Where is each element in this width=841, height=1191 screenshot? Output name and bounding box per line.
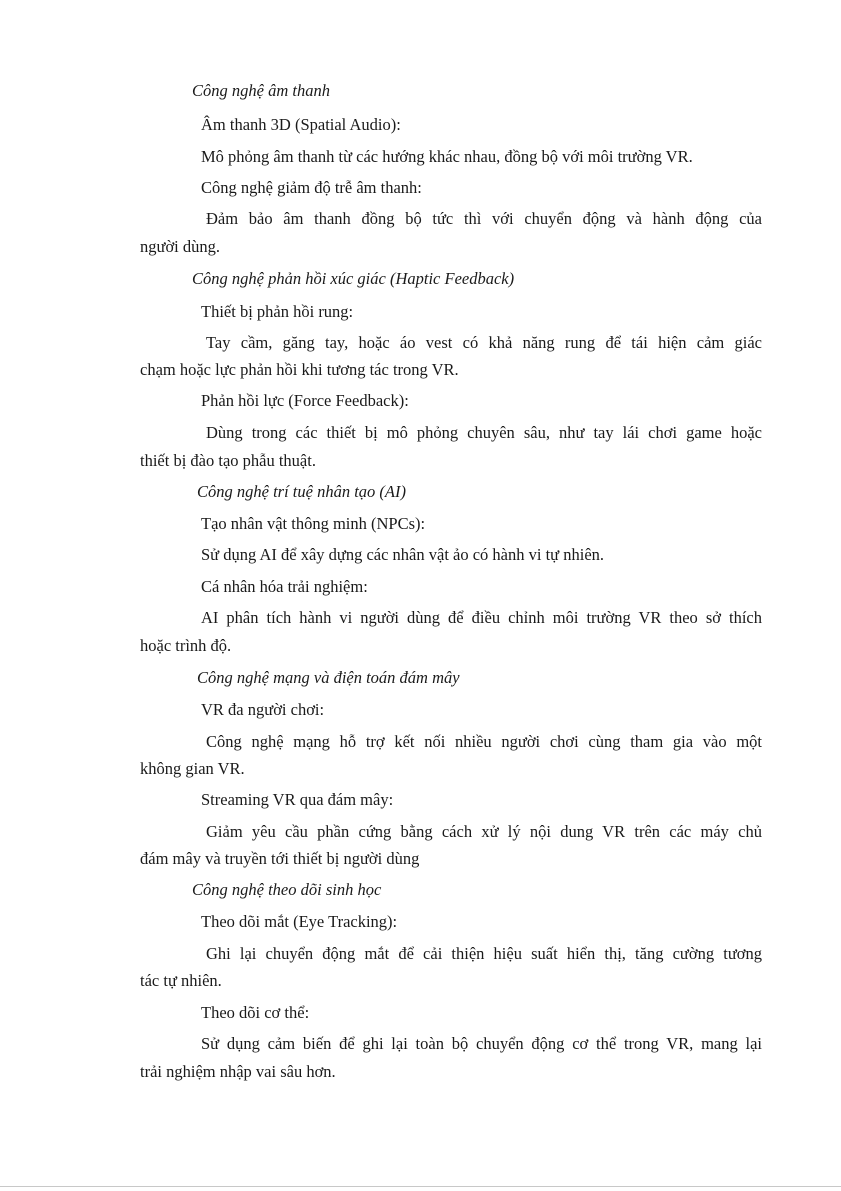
section-heading: Công nghệ phản hồi xúc giác (Haptic Feedback) <box>192 269 515 288</box>
item-desc: Ghi lại chuyển động mắt để cải thiện hiệu suất hiển thị, tăng cường tương <box>206 944 762 963</box>
item-desc: Tay cầm, găng tay, hoặc áo vest có khả năng rung để tái hiện cảm giác <box>206 333 762 352</box>
item-desc-continued: hoặc trình độ. <box>140 636 232 655</box>
item-desc-continued: chạm hoặc lực phản hồi khi tương tác trong VR. <box>140 360 459 379</box>
item-title: Theo dõi mắt (Eye Tracking): <box>201 912 398 931</box>
item-title: Theo dõi cơ thể: <box>201 1003 310 1022</box>
item-title: Công nghệ giảm độ trễ âm thanh: <box>201 178 422 197</box>
item-desc-continued: người dùng. <box>140 237 221 256</box>
page-bottom-rule <box>0 1186 841 1187</box>
item-desc: Giảm yêu cầu phần cứng bằng cách xử lý nội dung VR trên các máy chủ <box>206 822 762 841</box>
section-heading: Công nghệ âm thanh <box>192 81 330 100</box>
section-heading: Công nghệ theo dõi sinh học <box>192 880 382 899</box>
item-title: Cá nhân hóa trải nghiệm: <box>201 577 368 596</box>
item-title: Phản hồi lực (Force Feedback): <box>201 391 409 410</box>
item-desc: Dùng trong các thiết bị mô phỏng chuyên sâu, như tay lái chơi game hoặc <box>206 423 762 442</box>
item-title: Streaming VR qua đám mây: <box>201 790 394 809</box>
item-title: Thiết bị phản hồi rung: <box>201 302 354 321</box>
item-desc-continued: đám mây và truyền tới thiết bị người dùng <box>140 849 420 868</box>
item-desc: Công nghệ mạng hỗ trợ kết nối nhiều người chơi cùng tham gia vào một <box>206 732 762 751</box>
item-desc-continued: tác tự nhiên. <box>140 971 222 990</box>
item-desc-continued: thiết bị đào tạo phẫu thuật. <box>140 451 316 470</box>
item-title: Tạo nhân vật thông minh (NPCs): <box>201 514 426 533</box>
item-desc-continued: không gian VR. <box>140 759 245 778</box>
item-desc: Đảm bảo âm thanh đồng bộ tức thì với chuyển động và hành động của <box>206 209 762 228</box>
item-desc: AI phân tích hành vi người dùng để điều chỉnh môi trường VR theo sở thích <box>201 608 762 627</box>
section-heading: Công nghệ trí tuệ nhân tạo (AI) <box>197 482 406 501</box>
section-heading: Công nghệ mạng và điện toán đám mây <box>197 668 460 687</box>
item-title: VR đa người chơi: <box>201 700 325 719</box>
item-desc: Mô phỏng âm thanh từ các hướng khác nhau, đồng bộ với môi trường VR. <box>201 147 693 166</box>
item-desc: Sử dụng AI để xây dựng các nhân vật ảo có hành vi tự nhiên. <box>201 545 605 564</box>
item-desc-continued: trải nghiệm nhập vai sâu hơn. <box>140 1062 336 1081</box>
item-desc: Sử dụng cảm biến để ghi lại toàn bộ chuyển động cơ thể trong VR, mang lại <box>201 1034 762 1053</box>
item-title: Âm thanh 3D (Spatial Audio): <box>201 115 401 134</box>
